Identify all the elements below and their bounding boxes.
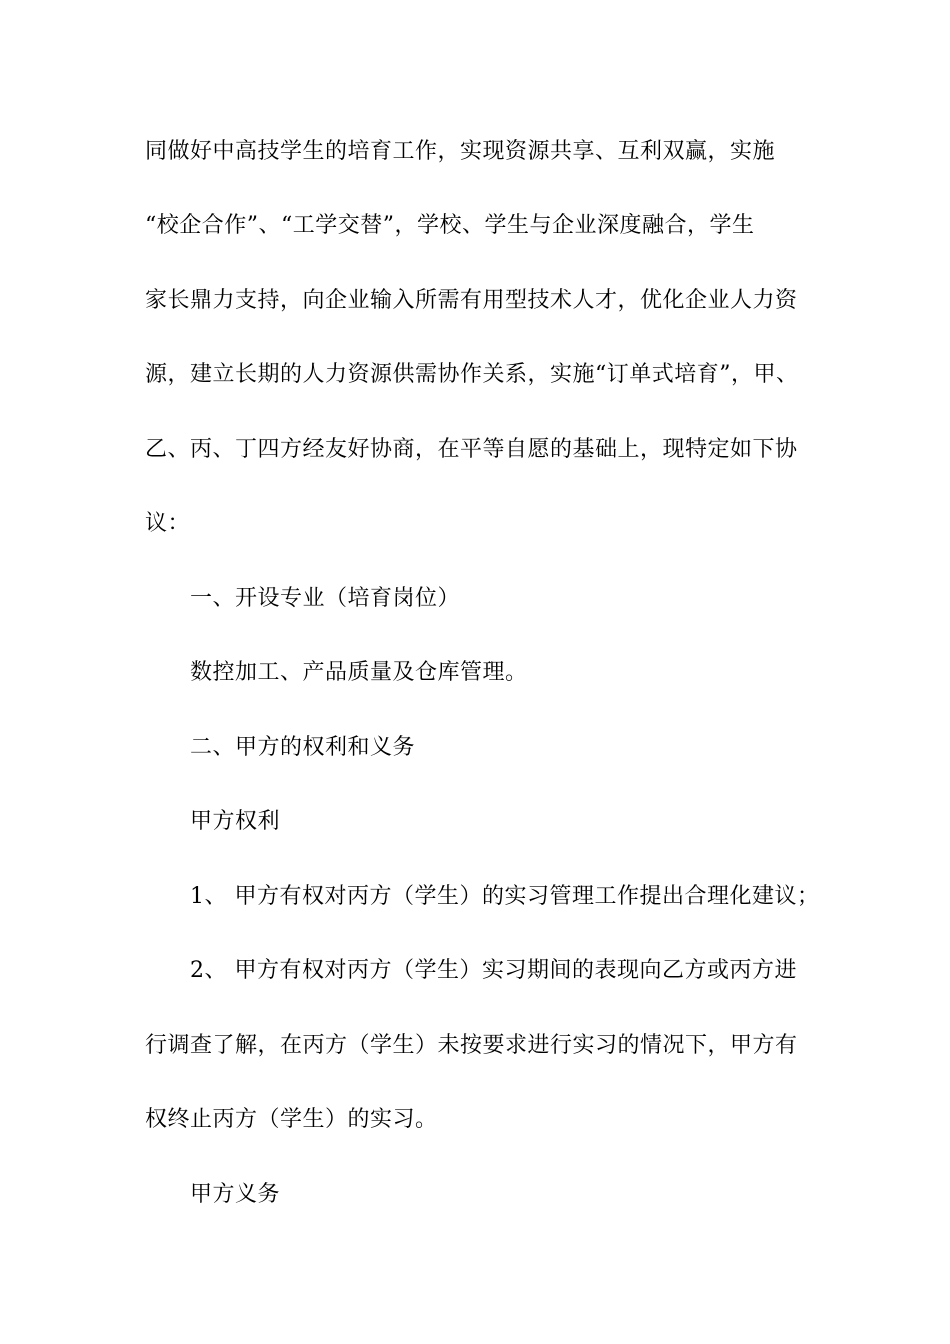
list-item: 2、 甲方有权对丙方（学生）实习期间的表现向乙方或丙方进 bbox=[190, 958, 797, 983]
paragraph-line: 家长鼎力支持，向企业输入所需有用型技术人才，优化企业人力资 bbox=[145, 288, 798, 313]
paragraph-line: 权终止丙方（学生）的实习。 bbox=[145, 1107, 438, 1132]
subsection-heading: 甲方权利 bbox=[190, 809, 281, 834]
section-heading: 二、甲方的权利和义务 bbox=[190, 735, 416, 760]
paragraph-line: 行调查了解，在丙方（学生）未按要求进行实习的情况下，甲方有 bbox=[145, 1033, 798, 1058]
section-heading: 一、开设专业（培育岗位） bbox=[190, 586, 461, 611]
paragraph-line: 同做好中高技学生的培育工作，实现资源共享、互利双赢，实施 bbox=[145, 139, 776, 164]
paragraph-line: “校企合作”、“工学交替”，学校、学生与企业深度融合，学生 bbox=[145, 213, 755, 238]
paragraph-line: 议： bbox=[145, 511, 191, 536]
paragraph-line: 源，建立长期的人力资源供需协作关系，实施“订单式培育”，甲、 bbox=[145, 362, 799, 387]
subsection-heading: 甲方义务 bbox=[190, 1182, 281, 1207]
paragraph-line: 数控加工、产品质量及仓库管理。 bbox=[190, 660, 528, 685]
paragraph-line: 乙、丙、丁四方经友好协商，在平等自愿的基础上，现特定如下协 bbox=[145, 437, 798, 462]
list-item: 1、 甲方有权对丙方（学生）的实习管理工作提出合理化建议； bbox=[190, 884, 820, 909]
